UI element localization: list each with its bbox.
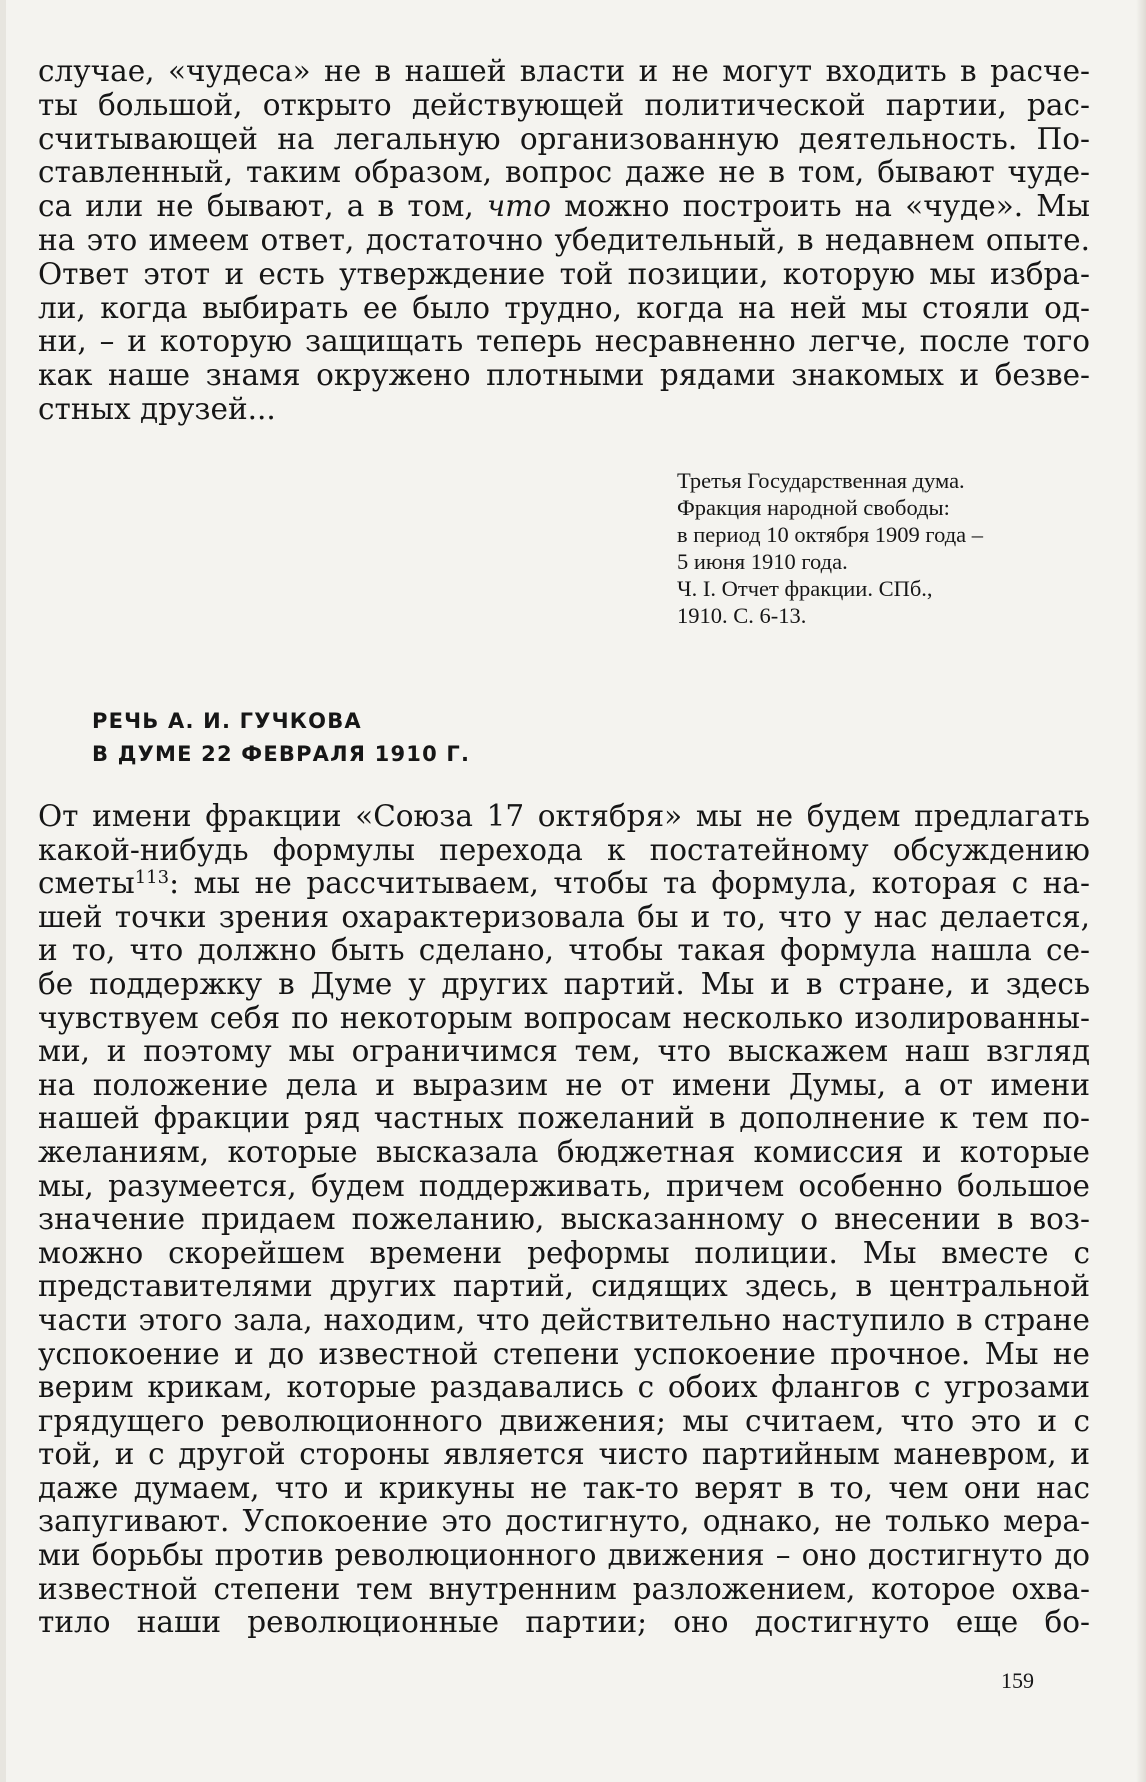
text-line: стных друзей... [38,391,276,426]
citation-line: Ч. I. Отчет фракции. СПб., [677,576,933,601]
text-line: на положение дела и выразим не от имени Думы, а от имени [38,1067,1090,1102]
text-line: чувствуем себя по некоторым вопросам несколько изолированны- [38,1000,1090,1035]
text-line: на это имеем ответ, достаточно убедительный, в недавнем опыте. [38,222,1090,257]
text-line: успокоение и до известной степени успокоение прочное. Мы не [38,1336,1090,1371]
text-line: грядущего революционного движения; мы считаем, что это и с [38,1403,1090,1438]
text-line: мы, разумеется, будем поддерживать, причем особенно большое [38,1168,1090,1203]
text-line: бе поддержку в Думе у других партий. Мы и в стране, и здесь [38,966,1090,1001]
section-heading [92,705,470,771]
text-fragment: са или не бывают, а в том, [38,189,487,224]
text-line: нашей фракции ряд частных пожеланий в дополнение к тем по- [38,1101,1090,1136]
text-fragment: можно построить на «чуде». Мы [551,189,1090,224]
text-line: запугивают. Успокоение это достигнуто, однако, не только мера- [38,1504,1090,1539]
text-line: считывающей на легальную организованную деятельность. По- [38,121,1090,156]
text-line: как наше знамя окружено плотными рядами знакомых и безве- [38,358,1090,393]
text-line: даже думаем, что и крикуны не так-то верят в то, чем они нас [38,1470,1090,1505]
text-line: можно скорейшем времени реформы полиции. Мы вместе с [38,1235,1090,1270]
citation-line: Третья Государственная дума. [677,468,965,493]
citation-line: 1910. С. 6-13. [677,603,807,628]
text-line: случае, «чудеса» не в нашей власти и не могут входить в расче- [38,54,1090,88]
heading-line: РЕЧЬ А. И. ГУЧКОВА [92,709,362,733]
citation-line: Фракция народной свободы: [677,495,950,520]
text-line: ставленный, таким образом, вопрос даже не в том, бывают чуде- [38,155,1090,190]
source-citation [677,467,1077,629]
text-line: и то, что должно быть сделано, чтобы такая формула нашла се- [38,933,1090,968]
text-line: ни, – и которую защищать теперь несравненно легче, после того [38,324,1090,359]
text-line: ли, когда выбирать ее было трудно, когда на ней мы стояли од- [38,290,1090,325]
text-line: той, и с другой стороны является чисто партийным маневром, и [38,1437,1090,1472]
text-fragment: сметы [38,866,135,901]
text-line: известной степени тем внутренним разложением, которое охва- [38,1571,1090,1606]
text-line: верим крикам, которые раздавались с обоих флангов с угрозами [38,1370,1090,1405]
top-paragraph [38,55,1090,427]
text-line: шей точки зрения охарактеризовала бы и то, что у нас делается, [38,899,1090,934]
text-line: представителями других партий, сидящих здесь, в центральной [38,1269,1090,1304]
citation-line: 5 июня 1910 года. [677,549,848,574]
text-line [38,867,1090,901]
text-line: значение придаем пожеланию, высказанному о внесении в воз- [38,1202,1090,1237]
text-line: ты большой, открыто действующей политической партии, рас- [38,87,1090,122]
text-line: тило наши революционные партии; оно достигнуто еще бо- [38,1605,1090,1640]
heading-line: В ДУМЕ 22 ФЕВРАЛЯ 1910 Г. [92,742,471,766]
page-gutter [0,0,6,1782]
text-line: ми, и поэтому мы ограничимся тем, что выскажем наш взгляд [38,1034,1090,1069]
text-line: От имени фракции «Союза 17 октября» мы не будем предлагать [38,799,1090,833]
footnote-reference: 113 [134,867,170,889]
speech-paragraph [38,800,1090,1640]
text-line: Ответ этот и есть утверждение той позиции, которую мы избра- [38,256,1090,291]
text-line [38,190,1090,224]
italic-word: что [486,189,552,224]
citation-line: в период 10 октября 1909 года – [677,522,984,547]
text-line: желаниям, которые высказала бюджетная комиссия и которые [38,1134,1090,1169]
text-line: ми борьбы против революционного движения – оно достигнуто до [38,1538,1090,1573]
text-fragment: : мы не рассчитываем, чтобы та формула, которая с на- [169,866,1090,901]
page-edge [1136,0,1146,1782]
text-line: части этого зала, находим, что действительно наступило в стране [38,1302,1090,1337]
page-number: 159 [1001,1668,1034,1693]
text-line: какой-нибудь формулы перехода к постатейному обсуждению [38,832,1090,867]
